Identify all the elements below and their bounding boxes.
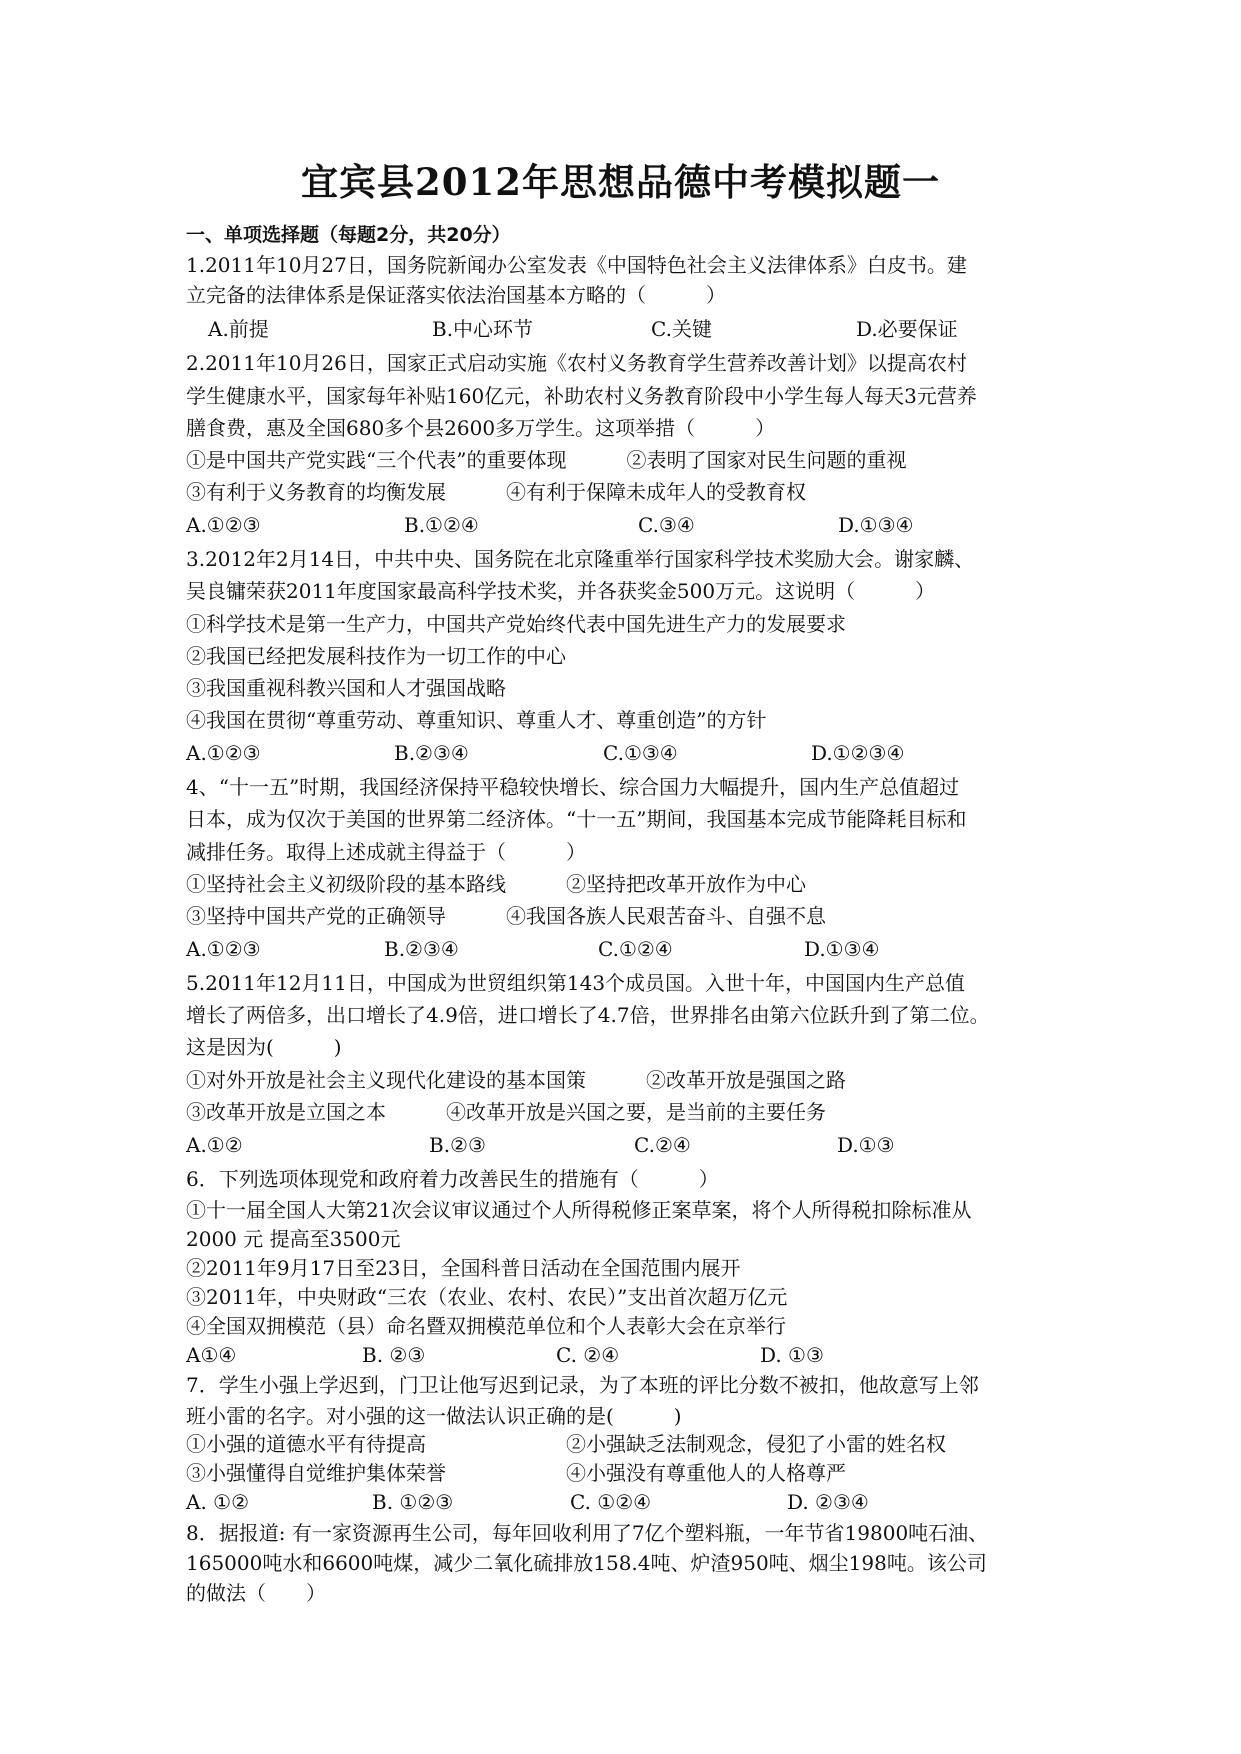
q7-item: ③小强懂得自觉维护集体荣誉 ④小强没有尊重他人的人格尊严 — [186, 1461, 846, 1485]
q3-item: ③我国重视科教兴国和人才强国战略 — [186, 676, 506, 700]
q2-option-c: C.③④ — [638, 513, 695, 537]
q7-option-c: C. ①②④ — [570, 1490, 652, 1514]
q6-item: 2000 元 提高至3500元 — [186, 1227, 401, 1251]
q1-option-d: D.必要保证 — [856, 317, 958, 341]
q6-option-b: B. ②③ — [362, 1343, 426, 1367]
q6-option-a: A①④ — [186, 1343, 237, 1367]
q4-option-c: C.①②④ — [598, 937, 673, 961]
q3-item: ②我国已经把发展科技作为一切工作的中心 — [186, 644, 566, 668]
q6-stem-line: 6．下列选项体现党和政府着力改善民生的措施有（ ） — [186, 1167, 719, 1191]
q1-option-c: C.关键 — [651, 317, 712, 341]
q4-stem-line: 日本，成为仅次于美国的世界第二经济体。“十一五”期间，我国基本完成节能降耗目标和 — [186, 807, 967, 831]
q5-options — [186, 1132, 1066, 1158]
q3-stem-line: 吴良镛荣获2011年度国家最高科学技术奖，并各获奖金500万元。这说明（ ） — [186, 579, 936, 603]
q6-item: ④全国双拥模范（县）命名暨双拥模范单位和个人表彰大会在京举行 — [186, 1314, 786, 1338]
q7-item: ①小强的道德水平有待提高 ②小强缺乏法制观念，侵犯了小雷的姓名权 — [186, 1432, 946, 1456]
q4-option-a: A.①②③ — [186, 937, 261, 961]
q3-option-a: A.①②③ — [186, 741, 261, 765]
q3-option-c: C.①③④ — [603, 741, 678, 765]
q2-stem-line: 学生健康水平，国家每年补贴160亿元，补助农村义务教育阶段中小学生每人每天3元营养 — [186, 384, 977, 408]
q4-option-b: B.②③④ — [384, 937, 459, 961]
q6-option-c: C. ②④ — [556, 1343, 620, 1367]
q7-stem-line: 班小雷的名字。对小强的这一做法认识正确的是( ) — [186, 1404, 682, 1428]
q3-option-d: D.①②③④ — [811, 741, 905, 765]
q2-option-b: B.①②④ — [404, 513, 479, 537]
q1-stem-line: 立完备的法律体系是保证落实依法治国基本方略的（ ） — [186, 283, 726, 307]
q1-stem-line: 1.2011年10月27日，国务院新闻办公室发表《中国特色社会主义法律体系》白皮书。建 — [186, 253, 967, 277]
q4-item: ①坚持社会主义初级阶段的基本路线 ②坚持把改革开放作为中心 — [186, 872, 806, 896]
q1-option-a: A.前提 — [208, 317, 269, 341]
q5-item: ①对外开放是社会主义现代化建设的基本国策 ②改革开放是强国之路 — [186, 1068, 846, 1092]
q4-item: ③坚持中国共产党的正确领导 ④我国各族人民艰苦奋斗、自强不息 — [186, 904, 826, 928]
q5-option-d: D.①③ — [837, 1133, 895, 1157]
q3-options — [186, 740, 1066, 766]
q4-stem-line: 减排任务。取得上述成就主得益于（ ） — [186, 840, 586, 864]
q7-option-b: B. ①②③ — [372, 1490, 454, 1514]
q4-option-d: D.①③④ — [804, 937, 880, 961]
q1-options — [186, 316, 1066, 342]
q2-options — [186, 512, 1066, 538]
q5-option-a: A.①② — [186, 1133, 243, 1157]
q8-stem-line: 165000吨水和6600吨煤，减少二氧化硫排放158.4吨、炉渣950吨、烟尘198吨。该公司 — [186, 1551, 987, 1575]
q5-stem-line: 这是因为( ) — [186, 1035, 342, 1059]
q6-item: ①十一届全国人大第21次会议审议通过个人所得税修正案草案，将个人所得税扣除标准从 — [186, 1198, 972, 1222]
q7-option-d: D. ②③④ — [787, 1490, 869, 1514]
page-title: 宜宾县2012年思想品德中考模拟题一 — [301, 160, 940, 204]
q6-options — [186, 1342, 1066, 1368]
q6-item: ③2011年，中央财政“三农（农业、农村、农民）”支出首次超万亿元 — [186, 1285, 788, 1309]
section-heading: 一、单项选择题（每题2分，共20分） — [186, 224, 511, 246]
q3-stem-line: 3.2012年2月14日，中共中央、国务院在北京隆重举行国家科学技术奖励大会。谢家麟、 — [186, 547, 975, 571]
q7-option-a: A. ①② — [186, 1490, 250, 1514]
q2-option-d: D.①③④ — [838, 513, 914, 537]
q5-option-b: B.②③ — [429, 1133, 486, 1157]
q8-stem-line: 8．据报道: 有一家资源再生公司，每年回收利用了7亿个塑料瓶，一年节省19800吨石油、 — [186, 1521, 989, 1545]
q3-option-b: B.②③④ — [394, 741, 469, 765]
q3-item: ④我国在贯彻“尊重劳动、尊重知识、尊重人才、尊重创造”的方针 — [186, 708, 767, 732]
q5-option-c: C.②④ — [634, 1133, 691, 1157]
q2-option-a: A.①②③ — [186, 513, 261, 537]
q2-stem-line: 2.2011年10月26日，国家正式启动实施《农村义务教育学生营养改善计划》以提高农村 — [186, 351, 967, 375]
q1-option-b: B.中心环节 — [432, 317, 534, 341]
q7-stem-line: 7．学生小强上学迟到，门卫让他写迟到记录，为了本班的评比分数不被扣，他故意写上邻 — [186, 1373, 979, 1397]
q5-stem-line: 增长了两倍多，出口增长了4.9倍，进口增长了4.7倍，世界排名由第六位跃升到了第二位。 — [186, 1003, 990, 1027]
q4-stem-line: 4、“十一五”时期，我国经济保持平稳较快增长、综合国力大幅提升，国内生产总值超过 — [186, 775, 960, 799]
q6-item: ②2011年9月17日至23日，全国科普日活动在全国范围内展开 — [186, 1256, 741, 1280]
q2-item: ①是中国共产党实践“三个代表”的重要体现 ②表明了国家对民生问题的重视 — [186, 448, 907, 472]
q2-item: ③有利于义务教育的均衡发展 ④有利于保障未成年人的受教育权 — [186, 480, 806, 504]
q4-options — [186, 936, 1066, 962]
q5-item: ③改革开放是立国之本 ④改革开放是兴国之要，是当前的主要任务 — [186, 1100, 826, 1124]
q6-option-d: D. ①③ — [760, 1343, 824, 1367]
q2-stem-line: 膳食费，惠及全国680多个县2600多万学生。这项举措（ ） — [186, 416, 776, 440]
q8-stem-line: 的做法（ ） — [186, 1581, 326, 1605]
q7-options — [186, 1489, 1066, 1515]
q5-stem-line: 5.2011年12月11日，中国成为世贸组织第143个成员国。入世十年，中国国内生产总值 — [186, 971, 966, 995]
q3-item: ①科学技术是第一生产力，中国共产党始终代表中国先进生产力的发展要求 — [186, 612, 846, 636]
